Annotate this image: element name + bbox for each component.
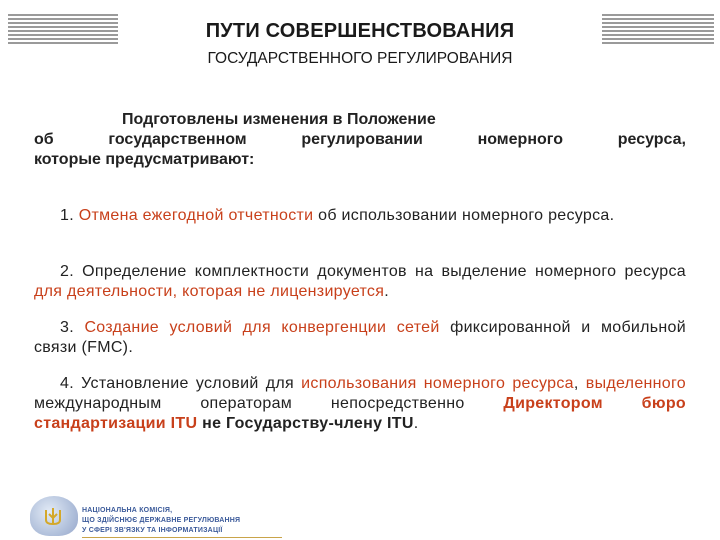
item-text: об использовании номерного ресурса. [313, 207, 615, 224]
intro-line-2 [34, 130, 686, 150]
item-number: 3. [60, 319, 74, 336]
intro-word: об [34, 131, 54, 148]
intro-line-1: Подготовлены изменения в Положение [122, 111, 436, 128]
item-text: Установление условий для [73, 375, 302, 392]
intro-word: номерного [477, 131, 563, 148]
footer-logo-block [20, 490, 360, 540]
item-text: , [573, 375, 586, 392]
item-text: Определение комплектности документов на выделение номерного ресурса [73, 263, 686, 280]
item-number: 2. [60, 263, 74, 280]
item-end: . [413, 415, 419, 432]
item-text: не Государству-члену ITU [197, 415, 414, 432]
trident-emblem-icon [40, 506, 66, 528]
item-highlight: Создание условий для конвергенции сетей [84, 319, 440, 336]
item-highlight: выделенного [585, 375, 686, 392]
intro-paragraph [34, 110, 686, 170]
footer-divider [82, 537, 282, 538]
item-number: 1. [60, 207, 74, 224]
item-highlight: Директором бюро стандартизации ITU [34, 395, 686, 432]
intro-word: регулировании [301, 131, 423, 148]
slide-subtitle: ГОСУДАРСТВЕННОГО РЕГУЛИРОВАНИЯ [207, 50, 513, 67]
item-highlight: для деятельности, которая не лицензируется [34, 283, 385, 300]
intro-word: государственном [108, 131, 247, 148]
item-highlight: использования номерного ресурса [301, 375, 574, 392]
footer-line: У СФЕРІ ЗВ'ЯЗКУ ТА ІНФОРМАТИЗАЦІЇ [82, 527, 223, 534]
footer-line: НАЦІОНАЛЬНА КОМІСІЯ, [82, 507, 173, 514]
list-item-4 [34, 374, 686, 434]
item-text: международным операторам непосредственно [34, 395, 504, 412]
intro-line-3: которые предусматривают: [34, 151, 255, 168]
list-item-1 [34, 206, 686, 226]
item-number: 4. [60, 375, 74, 392]
list-item-2 [34, 262, 686, 302]
footer-line: ЩО ЗДІЙСНЮЄ ДЕРЖАВНЕ РЕГУЛЮВАННЯ [82, 517, 241, 524]
item-highlight: Отмена ежегодной отчетности [78, 207, 314, 224]
footer-text [82, 506, 240, 536]
item-text: фиксированной и мобильной связи (FMC). [34, 319, 686, 356]
item-end: . [384, 283, 389, 300]
slide-title: ПУТИ СОВЕРШЕНСТВОВАНИЯ [205, 20, 515, 42]
list-item-3 [34, 318, 686, 358]
intro-word: ресурса, [617, 131, 686, 148]
